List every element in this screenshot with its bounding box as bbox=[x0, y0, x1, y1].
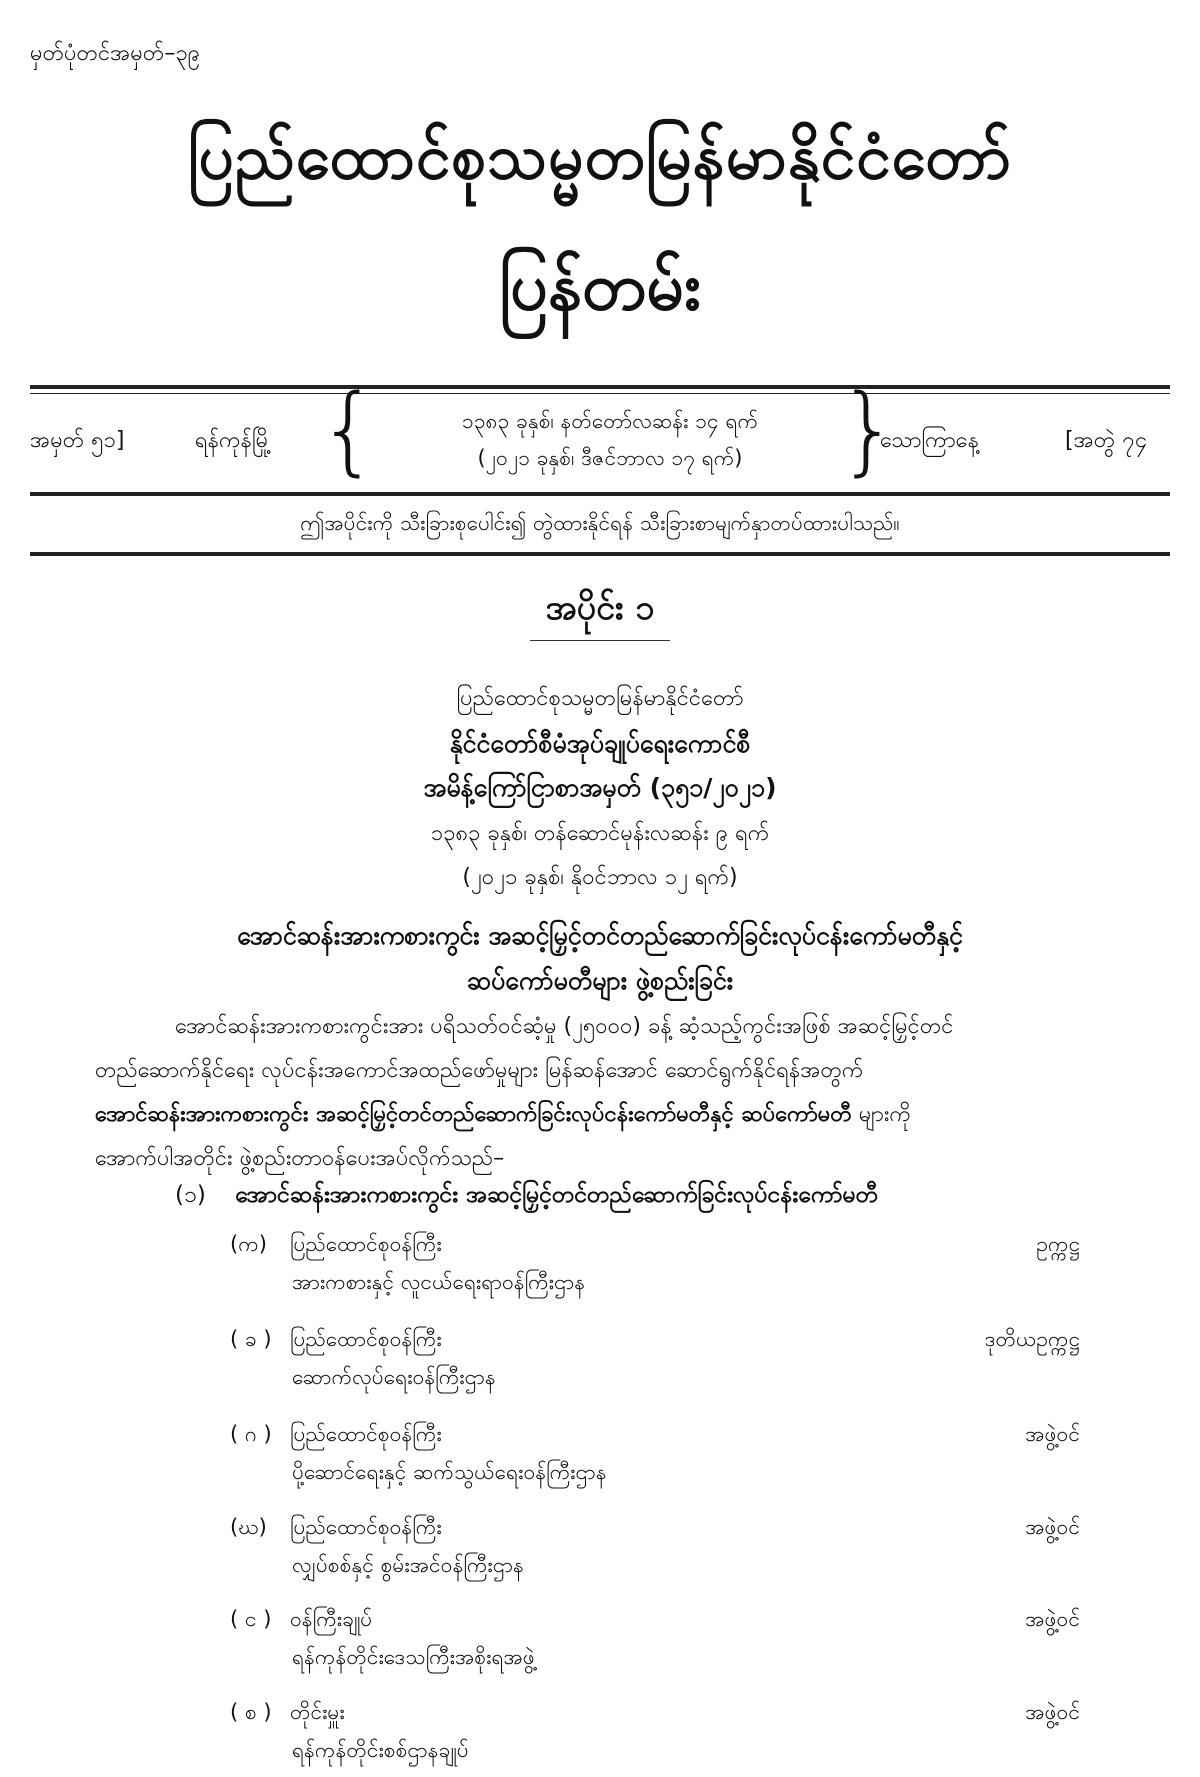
body-line4: အောက်ပါအတိုင်း ဖွဲ့စည်းတာဝန်ပေးအပ်လိုက်သည်– bbox=[95, 1146, 505, 1171]
member-item bbox=[230, 1508, 1080, 1584]
body-line2: တည်ဆောက်နိုင်ရေး လုပ်ငန်းအကောင်အထည်ဖော်မှုများ မြန်ဆန်အောင် ဆောင်ရွက်နိုင်ရန်အတွက် bbox=[95, 1058, 864, 1083]
member-title: ပြည်ထောင်စုဝန်ကြီး bbox=[290, 1422, 442, 1446]
top-rule-thin bbox=[30, 393, 1170, 394]
member-role: ဥက္ကဋ္ဌ bbox=[1036, 1232, 1080, 1256]
part-heading: အပိုင်း ၁ bbox=[545, 588, 655, 628]
committee-heading bbox=[175, 1180, 878, 1214]
issue-date-line1: ၁၃၈၃ ခုနှစ်၊ နတ်တော်လဆန်း ၁၄ ရက် bbox=[461, 409, 759, 433]
top-rule-thick bbox=[30, 385, 1170, 389]
member-label: ( စ ) bbox=[230, 1700, 272, 1724]
member-org: အားကစားနှင့် လူငယ်ရေးရာဝန်ကြီးဌာန bbox=[292, 1270, 586, 1294]
member-role: ဒုတိယဥက္ကဋ္ဌ bbox=[984, 1327, 1080, 1351]
member-item bbox=[230, 1320, 1080, 1396]
member-role: အဖွဲ့ဝင် bbox=[1025, 1422, 1080, 1446]
registration-number: မှတ်ပုံတင်အမှတ်–၃၉ bbox=[30, 41, 201, 66]
order-number: အမိန့်ကြော်ငြာစာအမှတ် (၃၅၁/၂၀၂၁) bbox=[423, 773, 777, 802]
gazette-title: ပြည်ထောင်စုသမ္မတမြန်မာနိုင်ငံတော် bbox=[188, 120, 1012, 193]
member-label: ( ခ ) bbox=[230, 1327, 272, 1351]
right-brace: } bbox=[838, 374, 900, 486]
member-label: (က) bbox=[230, 1232, 267, 1256]
gazette-subtitle: ပြန်တမ်း bbox=[499, 248, 701, 325]
body-line3-rest: များကို bbox=[851, 1102, 911, 1127]
order-date-line2: (၂၀၂၁ ခုနှစ်၊ နိုဝင်ဘာလ ၁၂ ရက်) bbox=[462, 865, 738, 890]
subject-line1: အောင်ဆန်းအားကစားကွင်း အဆင့်မြှင့်တင်တည်ဆောက်ခြင်းလုပ်ငန်းကော်မတီနှင့် bbox=[237, 921, 963, 950]
body-paragraph bbox=[95, 1005, 1105, 1181]
part-underline bbox=[530, 640, 670, 641]
member-role: အဖွဲ့ဝင် bbox=[1025, 1700, 1080, 1724]
issue-number: အမှတ် ၅၁] bbox=[30, 428, 125, 453]
member-org: လျှပ်စစ်နှင့် စွမ်းအင်ဝန်ကြီးဌာန bbox=[292, 1553, 524, 1577]
header-rule-bottom bbox=[30, 492, 1170, 496]
committee-number: (၁) bbox=[175, 1182, 206, 1208]
member-item bbox=[230, 1415, 1080, 1491]
committee-title: အောင်ဆန်းအားကစားကွင်း အဆင့်မြှင့်တင်တည်ဆောက်ခြင်းလုပ်ငန်းကော်မတီ bbox=[235, 1182, 879, 1208]
weekday: သောကြာနေ့ bbox=[880, 428, 979, 453]
member-title: ပြည်ထောင်စုဝန်ကြီး bbox=[290, 1232, 442, 1256]
issue-date-line2: (၂၀၂၁ ခုနှစ်၊ ဒီဇင်ဘာလ ၁၇ ရက်) bbox=[477, 446, 743, 470]
member-role: အဖွဲ့ဝင် bbox=[1025, 1515, 1080, 1539]
body-line1: အောင်ဆန်းအားကစားကွင်းအား ပရိသတ်ဝင်ဆံ့မှု (၂၅၀၀၀) ခန့် ဆံ့သည့်ကွင်းအဖြစ် အဆင့်မြှင့်တင် bbox=[175, 1014, 954, 1039]
member-item bbox=[230, 1600, 1080, 1676]
notice-rule-bottom bbox=[30, 552, 1170, 556]
member-title: ပြည်ထောင်စုဝန်ကြီး bbox=[290, 1515, 442, 1539]
issuer-line1: ပြည်ထောင်စုသမ္မတမြန်မာနိုင်ငံတော် bbox=[456, 686, 744, 711]
member-item bbox=[230, 1693, 1080, 1769]
member-title: ပြည်ထောင်စုဝန်ကြီး bbox=[290, 1327, 442, 1351]
member-org: ရန်ကုန်တိုင်းဒေသကြီးအစိုးရအဖွဲ့ bbox=[292, 1645, 535, 1669]
issuer-council: နိုင်ငံတော်စီမံအုပ်ချုပ်ရေးကောင်စီ bbox=[449, 729, 751, 758]
member-org: ပို့ဆောင်ရေးနှင့် ဆက်သွယ်ရေးဝန်ကြီးဌာန bbox=[292, 1460, 607, 1484]
separation-notice: ဤအပိုင်းကို သီးခြားစုပေါင်း၍ တွဲထားနိုင်ရန် သီးခြားစာမျက်နှာတပ်ထားပါသည်။ bbox=[300, 511, 900, 535]
member-label: ( င ) bbox=[230, 1607, 272, 1631]
member-role: အဖွဲ့ဝင် bbox=[1025, 1607, 1080, 1631]
member-label: (ဃ) bbox=[230, 1515, 267, 1539]
body-line3 bbox=[95, 1093, 1105, 1137]
subject-line2: ဆပ်ကော်မတီများ ဖွဲ့စည်းခြင်း bbox=[466, 966, 734, 995]
member-label: ( ဂ ) bbox=[230, 1422, 272, 1446]
member-item bbox=[230, 1225, 1080, 1301]
order-date-line1: ၁၃၈၃ ခုနှစ်၊ တန်ဆောင်မုန်းလဆန်း ၉ ရက် bbox=[430, 821, 770, 846]
member-org: ရန်ကုန်တိုင်းစစ်ဌာနချုပ် bbox=[292, 1738, 469, 1762]
place: ရန်ကုန်မြို့ bbox=[195, 428, 272, 453]
member-title: ဝန်ကြီးချုပ် bbox=[290, 1607, 373, 1631]
volume-number: [အတွဲ ၇၄ bbox=[1065, 428, 1147, 453]
member-title: တိုင်းမှူး bbox=[290, 1700, 345, 1724]
member-org: ဆောက်လုပ်ရေးဝန်ကြီးဌာန bbox=[292, 1365, 496, 1389]
body-line3-bold: အောင်ဆန်းအားကစားကွင်း အဆင့်မြှင့်တင်တည်ဆောက်ခြင်းလုပ်ငန်းကော်မတီနှင့် ဆပ်ကော်မတီ bbox=[95, 1102, 852, 1127]
left-brace: { bbox=[318, 374, 380, 486]
